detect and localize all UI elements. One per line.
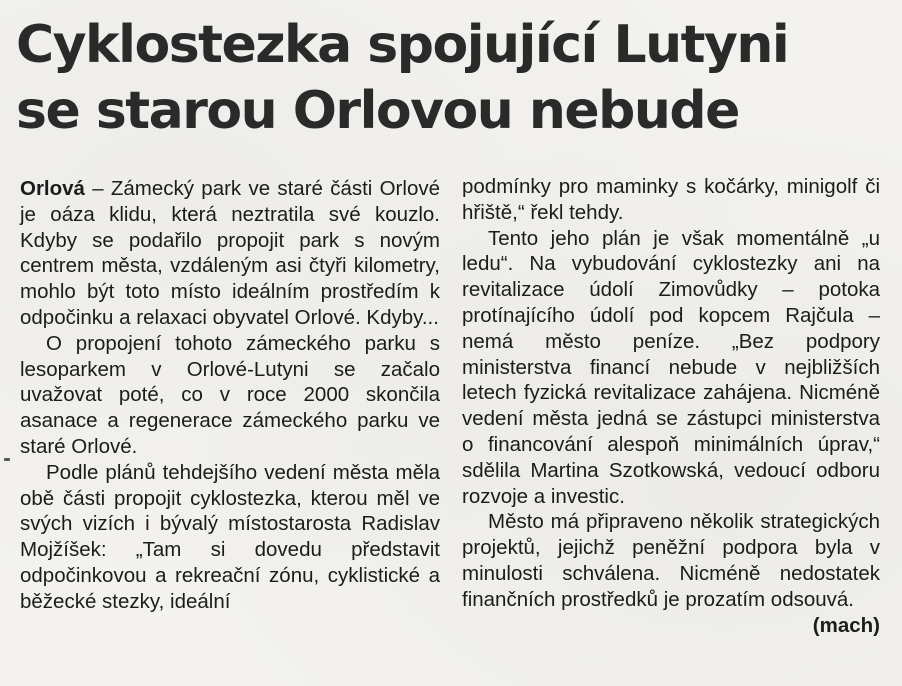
paragraph-1 xyxy=(20,176,440,331)
article-headline xyxy=(16,12,886,144)
paragraph-4: podmínky pro maminky s kočárky, minigolf či hřiště,“ řekl tehdy. xyxy=(462,175,880,224)
paragraph-5: Tento jeho plán je však momentálně „u ledu“. Na vybudování cyklostezky ani na revitalizace údolí Zimovůdky – potoka protínajícího údolí pod kopcem Rajčula – nemá město peníze. „Bez podpory ministerstva financí nebude v nejbližších letech fyzická revitalizace zahájena. Nicméně vedení města jedná se zástupci ministerstva o financování alespoň minimálních úprav,“ sdělila Martina Szotkowská, vedoucí odboru rozvoje a investic. xyxy=(462,226,880,508)
print-speck xyxy=(4,458,10,461)
headline-line-1: Cyklostezka spojující Lutyni xyxy=(16,15,789,75)
paragraph-3: Podle plánů tehdejšího vedení města měla obě části propojit cyklostezka, kterou měl ve svých vizích i bývalý místostarosta Radislav Mojžíšek: „Tam si dovedu představit odpočinkovou a rekreační zónu, cyklistické a běžecké stezky, ideální xyxy=(20,460,440,613)
paragraph-2: O propojení tohoto zámeckého parku s lesoparkem v Orlové-Lutyni se začalo uvažovat poté, co v roce 2000 skončila asanace a regenerace zámeckého parku ve staré Orlové. xyxy=(20,331,440,458)
author-signature: (mach) xyxy=(812,613,880,637)
right-column xyxy=(462,174,880,638)
headline-line-2: se starou Orlovou nebude xyxy=(16,81,739,141)
paragraph-6 xyxy=(462,509,880,637)
left-column xyxy=(20,176,440,615)
dateline: Orlová xyxy=(20,177,85,200)
paragraph-1-text: – Zámecký park ve staré části Orlové je oáza klidu, která neztratila své kouzlo. Kdyby se podařilo propojit park s novým centrem města, vzdáleným asi čtyři kilometry, mohlo být toto místo ideálním prostředím k odpočinku a relaxaci obyvatel Orlové. Kdyby... xyxy=(20,177,440,329)
paragraph-6-text: Město má připraveno několik strategických projektů, jejichž peněžní podpora byla v minulosti schválena. Nicméně nedostatek finančních prostředků je prozatím odsouvá. xyxy=(462,510,880,611)
